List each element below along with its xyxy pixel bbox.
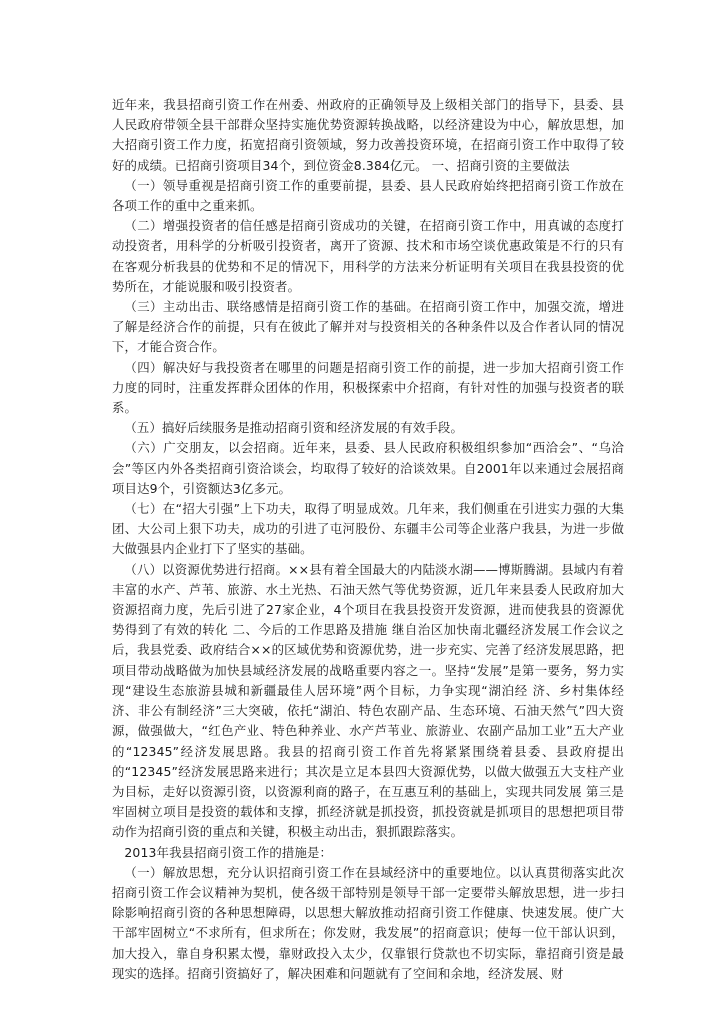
paragraph-outreach: （三）主动出击、联络感情是招商引资工作的基础。在招商引资工作中，加强交流，增进了解是经济合作的前提，只有在彼此了解并对与投资相关的各种条件以及合作者认同的情况下，才能合资合作。	[112, 299, 624, 355]
document-body	[112, 95, 624, 984]
paragraph-leadership: （一）领导重视是招商引资工作的重要前提，县委、县人民政府始终把招商引资工作放在各项工作的重中之重来抓。	[112, 177, 624, 214]
paragraph-trust: （二）增强投资者的信任感是招商引资成功的关键，在招商引资工作中，用真诚的态度打动投资者，用科学的分析吸引投资者，离开了资源、技术和市场空谈优惠政策是不行的只有在客观分析我县的优势和不足的情况下，用科学的方法来分析证明有关项目在我县投资的优势所在，才能说服和吸引投资者。	[112, 218, 624, 294]
paragraph-big-enterprises: （七）在“招大引强”上下功夫，取得了明显成效。几年来，我们侧重在引进实力强的大集团、大公司上狠下功夫，成功的引进了屯河股份、东疆丰公司等企业落户我县，为进一步做大做强县内企业打下了坚实的基础。	[112, 501, 624, 557]
paragraph-investors: （四）解决好与我投资者在哪里的问题是招商引资工作的前提，进一步加大招商引资工作力度的同时，注重发挥群众团体的作用，积极探索中介招商，有针对性的加强与投资者的联系。	[112, 359, 624, 416]
paragraph-emancipate-mind: （一）解放思想，充分认识招商引资工作在县域经济中的重要地位。以认真贯彻落实此次招商引资工作会议精神为契机，使各级干部特别是领导干部一定要带头解放思想，进一步扫除影响招商引资的各种思想障碍，以思想大解放推动招商引资工作健康、快速发展。使广大干部牢固树立“不求所有，但求所在；你发财，我发展”的招商意识；使每一位干部认识到，加大投入，靠自身积累太慢，靠财政投入太少，仅靠银行贷款也不切实际，靠招商引资是最现实的选择。招商引资搞好了，解决困难和问题就有了空间和余地，经济发展、财	[112, 864, 624, 981]
paragraph-service: （五）搞好后续服务是推动招商引资和经济发展的有效手段。	[124, 420, 463, 436]
paragraph-resources: （八）以资源优势进行招商。××县有着全国最大的内陆淡水湖——博斯腾湖。县域内有着丰富的水产、芦苇、旅游、水土光热、石油天然气等优势资源，近几年来县委人民政府加大资源招商力度，先后引进了27家企业，4个项目在我县投资开发资源，进而使我县的资源优势得到了有效的转化 二、今后的工作思路及措施 继自治区加快南北疆经济发展工作会议之后，我县党委、政府结合××的区域优势和资源优势，进一步充实、完善了经济发展思路，把项目带动战略做为加快县域经济发展的战略重要内容之一。坚持“发展”是第一要务，努力实现“建设生态旅游县城和新疆最佳人居环境”两个目标，力争实现“湖泊经 济、乡村集体经济、非公有制经济”三大突破，依托“湖泊、特色农副产品、生态环境、石油天然气”四大资源，做强做大，“红色产业、特色种养业、水产芦苇业、旅游业、农副产品加工业”五大产业的“12345”经济发展思路。我县的招商引资工作首先将紧紧围绕着县委、县政府提出的“12345”经济发展思路来进行；其次是立足本县四大资源优势，以做大做强五大支柱产业为目标，走好以资源引资，以资源利商的路子，在互惠互利的基础上，实现共同发展 第三是牢固树立项目是投资的载体和支撑，抓经济就是抓投资，抓投资就是抓项目的思想把项目带动作为招商引资的重点和关键，积极主动出击，狠抓跟踪落实。	[112, 561, 624, 840]
section-heading-2013: 2013年我县招商引资工作的措施是：	[124, 844, 333, 860]
intro-paragraph: 近年来，我县招商引资工作在州委、州政府的正确领导及上级相关部门的指导下，县委、县人民政府带领全县干部群众坚持实施优势资源转换战略，以经济建设为中心，解放思想，加大招商引资工作力度，拓宽招商引资领域，努力改善投资环境，在招商引资工作中取得了较好的成绩。已招商引资项目34个，到位资金8.384亿元。 一、招商引资的主要做法	[112, 97, 624, 173]
paragraph-conferences: （六）广交朋友，以会招商。近年来，县委、县人民政府积极组织参加“西洽会”、“乌洽会”等区内外各类招商引资洽谈会，均取得了较好的洽谈效果。自2001年以来通过会展招商项目达9个，引资额达3亿多元。	[112, 440, 624, 496]
